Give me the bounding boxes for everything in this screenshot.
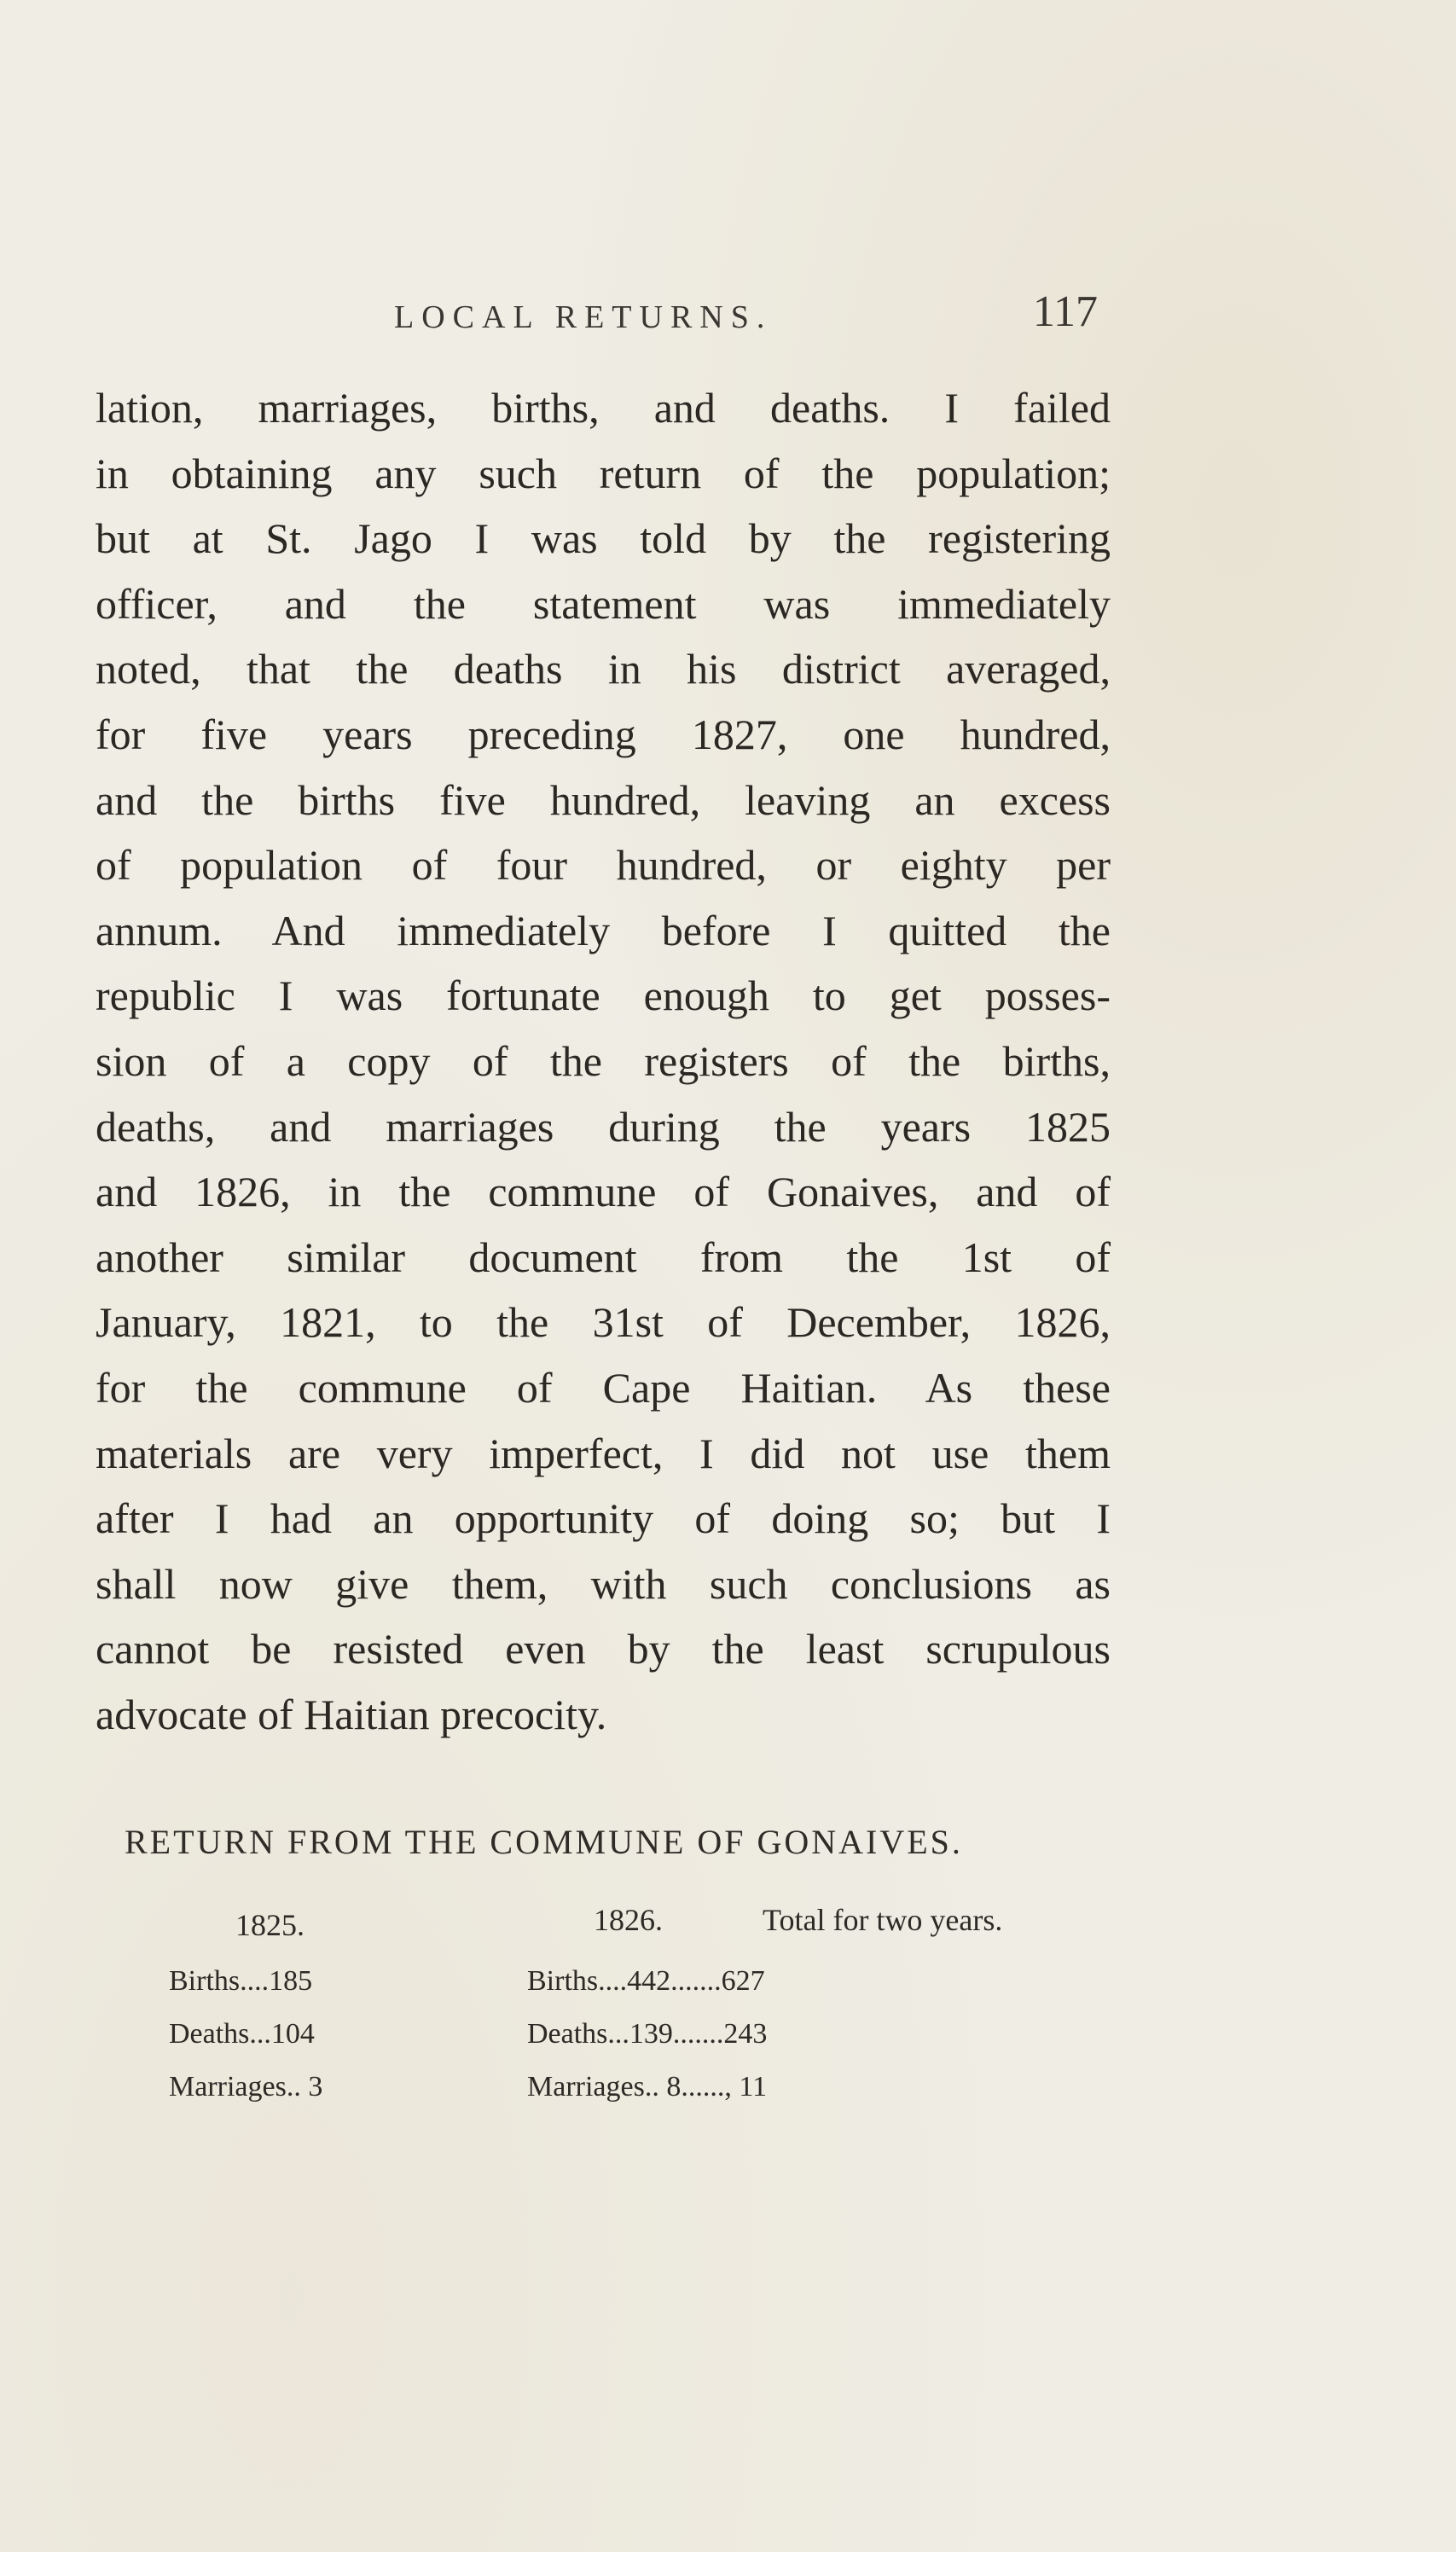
body-line: January, 1821, to the 31st of December, 1826,: [96, 1298, 1111, 1347]
column-header-1826: 1826.: [594, 1903, 663, 1937]
body-line: and 1826, in the commune of Gonaives, and of: [96, 1168, 1111, 1216]
table-title: RETURN FROM THE COMMUNE OF GONAIVES.: [125, 1823, 963, 1861]
body-line: annum. And immediately before I quitted the: [96, 906, 1111, 954]
column-header-1825: 1825.: [235, 1908, 305, 1942]
body-line: after I had an opportunity of doing so; but I: [96, 1494, 1111, 1543]
body-line: for the commune of Cape Haitian. As these: [96, 1363, 1111, 1412]
page-number: 117: [1032, 287, 1098, 336]
body-line: republic I was fortunate enough to get posses-: [96, 972, 1111, 1020]
body-line: shall now give them, with such conclusions as: [96, 1559, 1111, 1608]
body-line: of population of four hundred, or eighty per: [96, 841, 1111, 890]
body-line: in obtaining any such return of the population;: [96, 449, 1111, 497]
body-line: for five years preceding 1827, one hundred,: [96, 710, 1111, 758]
body-line: materials are very imperfect, I did not use them: [96, 1429, 1111, 1477]
row-births-1825: Births....185: [169, 1965, 313, 1997]
row-marriages-1825: Marriages.. 3: [169, 2071, 323, 2102]
body-line: advocate of Haitian precocity.: [96, 1690, 607, 1738]
row-births-1826: Births....442.......627: [527, 1965, 765, 1997]
body-line: but at St. Jago I was told by the registering: [96, 514, 1111, 563]
body-line: lation, marriages, births, and deaths. I failed: [96, 384, 1111, 432]
row-deaths-1826: Deaths...139.......243: [527, 2018, 768, 2050]
row-deaths-1825: Deaths...104: [169, 2018, 315, 2050]
body-line: officer, and the statement was immediately: [96, 579, 1111, 628]
body-line: deaths, and marriages during the years 1825: [96, 1102, 1111, 1151]
body-line: noted, that the deaths in his district averaged,: [96, 645, 1111, 693]
body-line: another similar document from the 1st of: [96, 1232, 1111, 1281]
running-head: LOCAL RETURNS.: [394, 299, 773, 335]
column-header-total: Total for two years.: [763, 1903, 1003, 1937]
body-line: and the births five hundred, leaving an excess: [96, 775, 1111, 824]
row-marriages-1826: Marriages.. 8......, 11: [527, 2071, 768, 2102]
body-line: sion of a copy of the registers of the births,: [96, 1036, 1111, 1085]
body-line: cannot be resisted even by the least scrupulous: [96, 1625, 1111, 1673]
